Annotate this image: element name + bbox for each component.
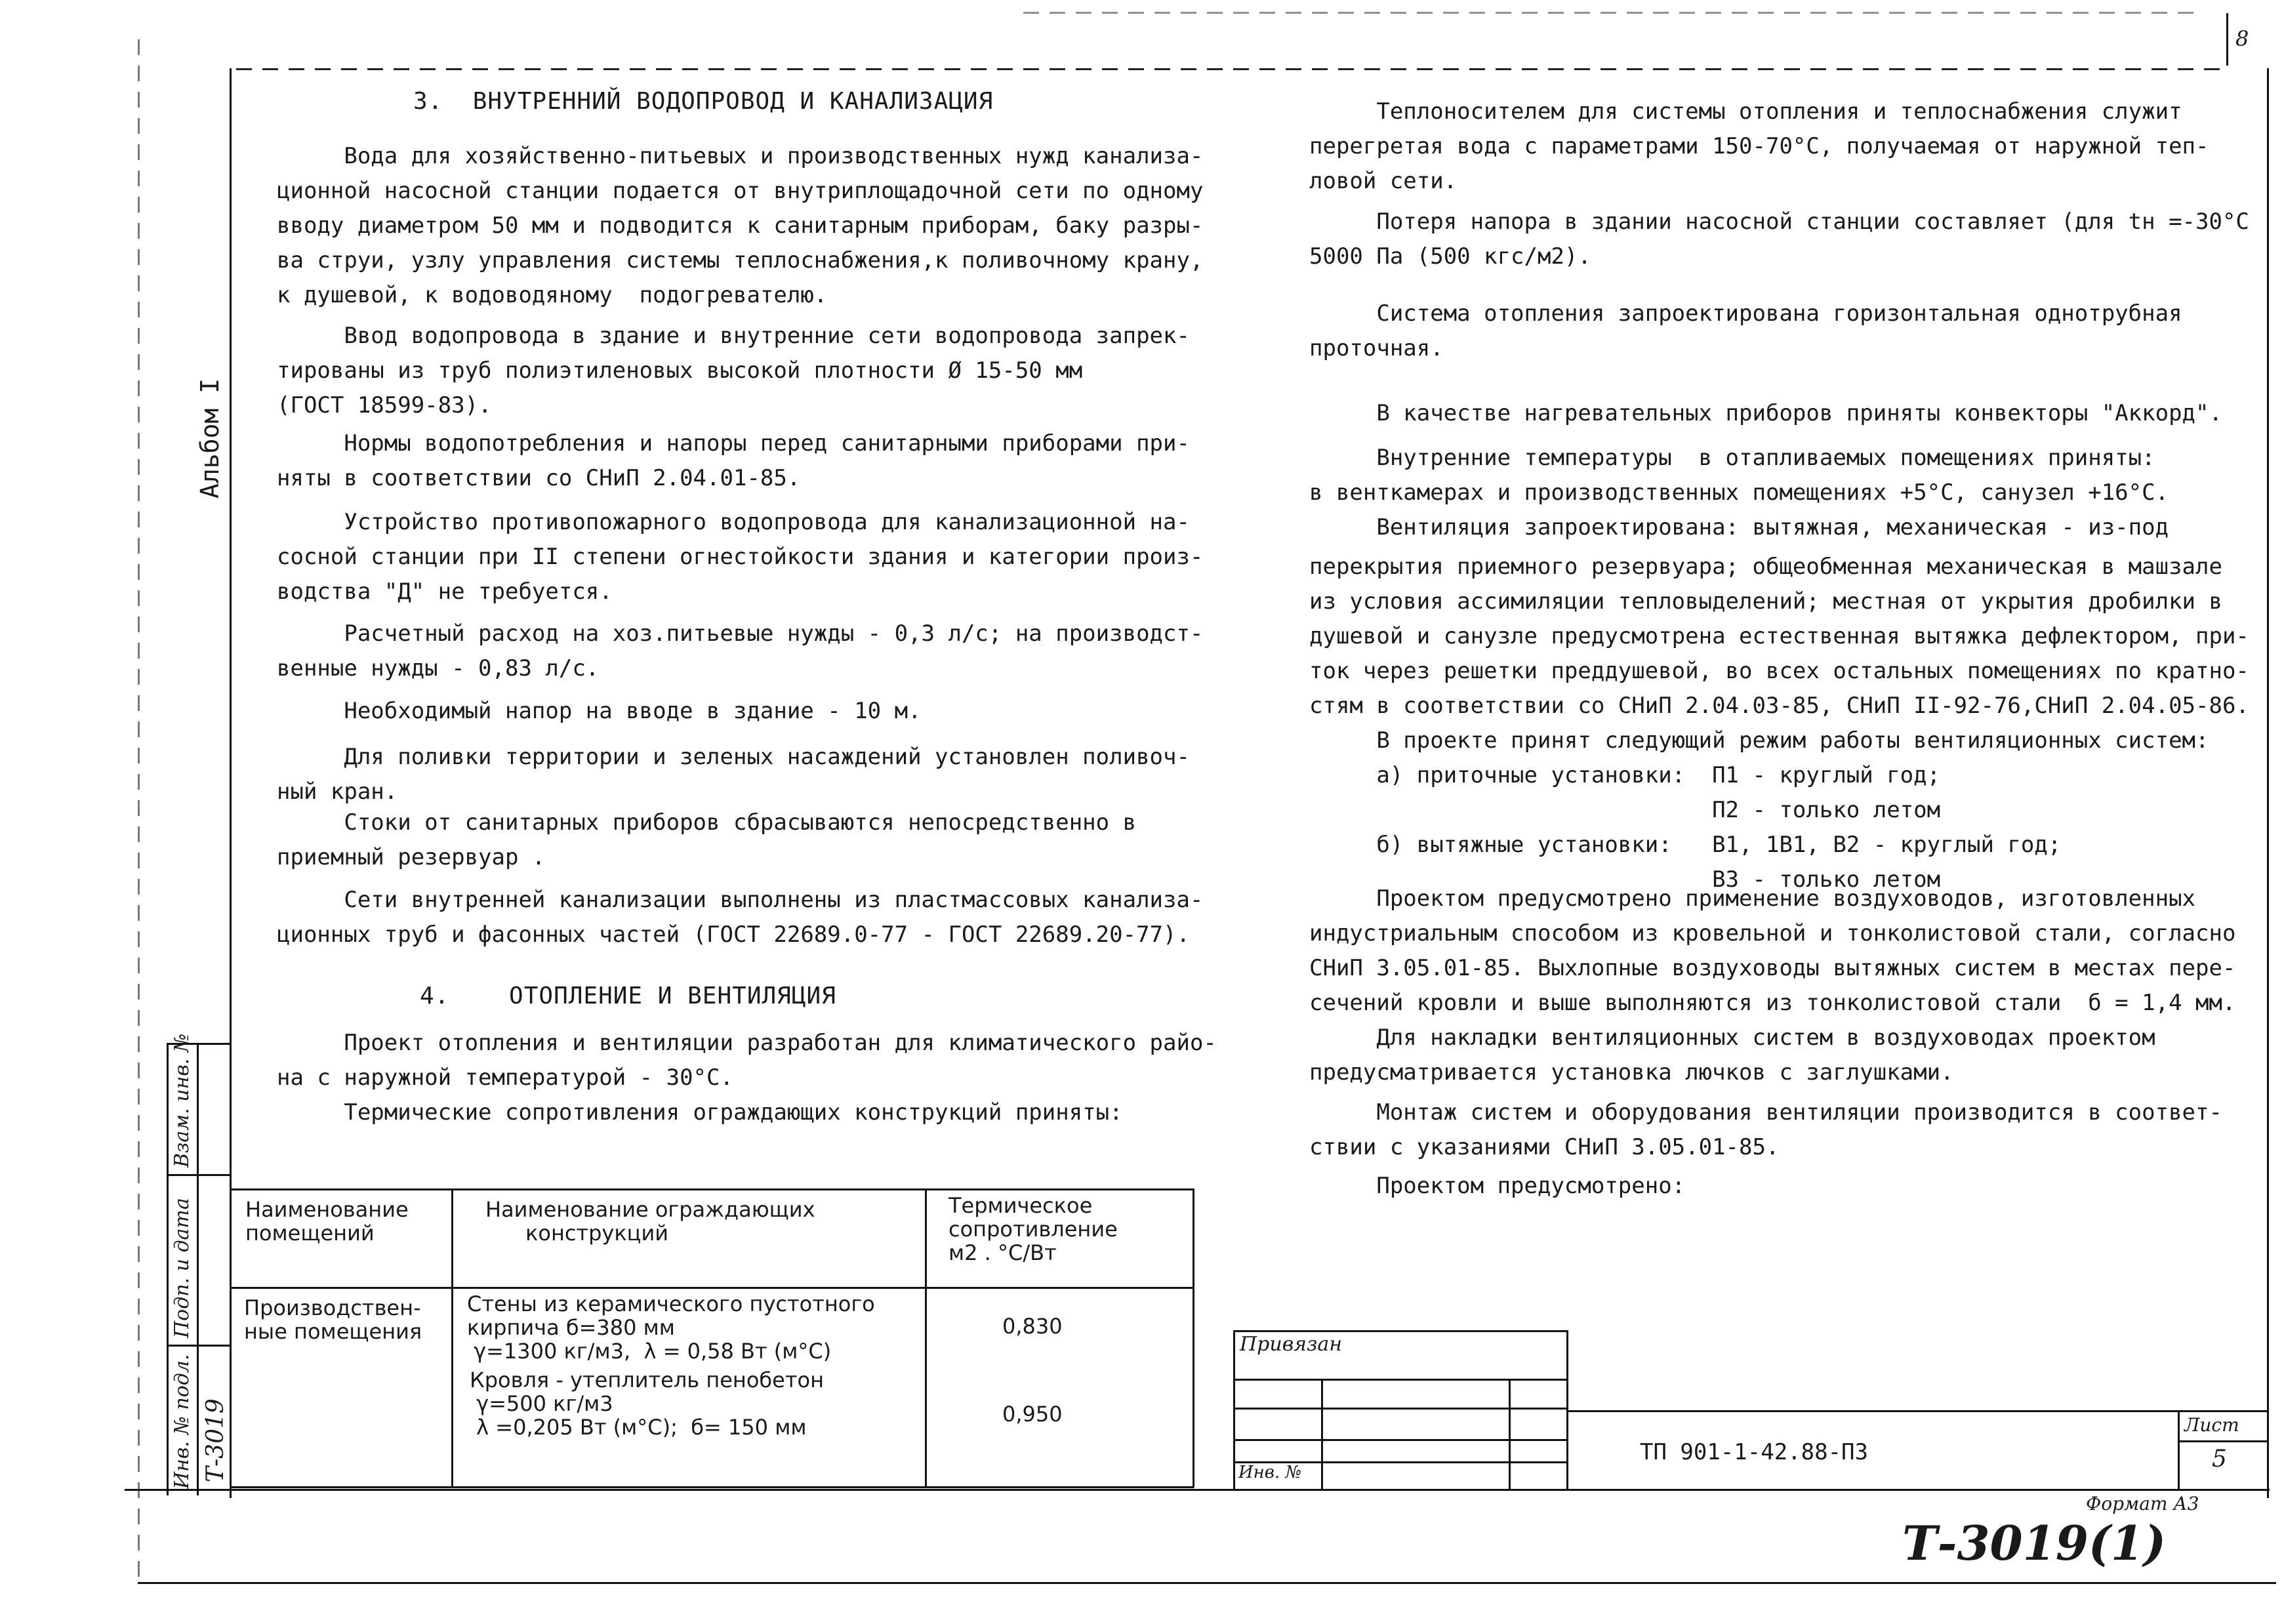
table-header-room: Наименование помещений — [245, 1197, 409, 1246]
s3-para-2: Ввод водопровода в здание и внутренние сети водопровода запрек- тированы из труб полиэтиленовых высокой плотности Ø 15-50 мм (ГОСТ 18599-83). — [277, 323, 1190, 418]
rc-para-9: Проектом предусмотрено: — [1309, 1173, 1686, 1199]
stamp-col-mid — [197, 1043, 199, 1495]
tb-v2 — [1509, 1379, 1511, 1490]
tb-row-3 — [1233, 1408, 1568, 1410]
tb-v1 — [1321, 1379, 1323, 1490]
rc-para-7: Проектом предусмотрено применение воздуховодов, изготовленных индустриальным способом из кровельной и тонколистовой стали, согласно СНиП 3.05.01-85. Выхлопные воздуховоды вытяжных систем в местах пере- сечений кровли и выше выполняются из тонколистовой стали б = 1,4 мм. Для накладки вентиляционных систем в воздуховодах проектом предусматривается установка лючков с заглушками. — [1309, 885, 2236, 1086]
archive-number: Т-3019(1) — [1902, 1515, 2167, 1571]
frame-bottom — [125, 1489, 2270, 1491]
s3-para-1: Вода для хозяйственно-питьевых и производственных нужд канализа- ционной насосной станции подается от внутриплощадочной сети по одному вводу диаметром 50 мм и подводится к санитарным приборам, баку разры- ва струи, узлу управления системы теплоснабжения,к поливочному крану, к душевой, к водоводяному подогревателю. — [277, 143, 1204, 308]
tb-top — [1233, 1330, 1568, 1332]
margin-line — [138, 39, 140, 1581]
s3-para-4: Устройство противопожарного водопровода для канализационной на- сосной станции при II степени огнестойкости здания и категории произ- водства "Д" не требуется. — [277, 509, 1204, 605]
section4-heading: 4. ОТОПЛЕНИЕ И ВЕНТИЛЯЦИЯ — [420, 983, 836, 1009]
table-row-roof: Кровля - утеплитель пенобетон γ=500 кг/м3 λ =0,205 Вт (м°С); б= 150 мм — [470, 1368, 824, 1440]
s3-para-9: Сети внутренней канализации выполнены из пластмассовых канализа- ционных труб и фасонных частей (ГОСТ 22689.0-77 - ГОСТ 22689.20-77). — [277, 887, 1204, 948]
tb-list-mid — [2178, 1440, 2267, 1442]
rc-para-8: Монтаж систем и оборудования вентиляции производится в соответ- ствии с указаниями СНиП 3.05.01-85. — [1309, 1099, 2222, 1160]
rc-para-4: В качестве нагревательных приборов приняты конвекторы "Аккорд". — [1309, 400, 2222, 426]
frame-top-extra — [1023, 12, 2204, 14]
table-top — [230, 1188, 1194, 1190]
album-label: Альбом I — [195, 378, 224, 498]
page-bottom-rule — [138, 1582, 2276, 1584]
tb-row-4 — [1233, 1439, 1568, 1441]
tb-left — [1233, 1330, 1235, 1490]
table-row-walls-value: 0,830 — [1002, 1314, 1063, 1339]
s3-para-3: Нормы водопотребления и напоры перед санитарными приборами при- няты в соответствии со СНиП 2.04.01-85. — [277, 430, 1190, 491]
table-col-1 — [451, 1188, 453, 1488]
table-header-bottom — [230, 1287, 1194, 1289]
stamp-inv-value: Т-3019 — [202, 1398, 229, 1482]
s3-para-8: Стоки от санитарных приборов сбрасываются непосредственно в приемный резервуар . — [277, 809, 1137, 870]
tb-list-no: 5 — [2212, 1446, 2227, 1472]
s4-intro: Проект отопления и вентиляции разработан для климатического райо- на с наружной температурой - 30°С. Термические сопротивления ограждающих конструкций приняты: — [277, 1030, 1217, 1126]
tb-inv-no: Инв. № — [1238, 1463, 1302, 1482]
frame-left — [230, 68, 232, 1498]
tb-row-2 — [1233, 1379, 1568, 1381]
rc-para-3: Система отопления запроектирована горизонтальная однотрубная проточная. — [1309, 300, 2182, 361]
table-col-2 — [925, 1188, 927, 1488]
stamp-inv-podl: Инв. № подл. — [171, 1354, 194, 1489]
stamp-row-3 — [167, 1345, 230, 1347]
tb-format: Формат А3 — [2086, 1493, 2199, 1514]
tb-list-left — [2178, 1410, 2180, 1490]
section3-heading: 3. ВНУТРЕННИЙ ВОДОПРОВОД И КАНАЛИЗАЦИЯ — [413, 88, 994, 115]
rc-para-5: Внутренние температуры в отапливаемых помещениях приняты: в венткамерах и производственных помещениях +5°С, санузел +16°С. Вентиляция запроектирована: вытяжная, механическая - из-под — [1309, 445, 2169, 540]
s3-para-5: Расчетный расход на хоз.питьевые нужды - 0,3 л/с; на производст- венные нужды - 0,83 л/с. — [277, 620, 1204, 681]
stamp-col-left — [167, 1043, 169, 1495]
frame-right — [2267, 68, 2269, 1498]
table-row-walls: Стены из керамического пустотного кирпича б=380 мм γ=1300 кг/м3, λ = 0,58 Вт (м°С) — [467, 1291, 875, 1364]
tb-right — [1566, 1330, 1568, 1490]
s3-para-6: Необходимый напор на вводе в здание - 10 м. — [277, 698, 922, 724]
table-header-resistance: Термическое сопротивление м2 . °С/Вт — [948, 1193, 1118, 1265]
rc-para-1: Теплоносителем для системы отопления и теплоснабжения служит перегретая вода с параметрами 150-70°С, получаемая от наружной теп- ловой сети. — [1309, 98, 2209, 194]
stamp-podp-data: Подп. и дата — [171, 1198, 194, 1338]
tb-main-top — [1568, 1410, 2267, 1412]
table-header-construction: Наименование ограждающих конструкций — [485, 1197, 815, 1246]
s3-para-7: Для поливки территории и зеленых насаждений установлен поливоч- ный кран. — [277, 744, 1190, 805]
table-row-room: Производствен- ные помещения — [244, 1295, 422, 1344]
tb-doc-code: ТП 901-1-42.88-ПЗ — [1640, 1439, 1868, 1465]
table-row-roof-value: 0,950 — [1002, 1402, 1063, 1427]
sheet-corner-number: 8 — [2235, 26, 2249, 51]
stamp-vzam-inv: Взам. инв. № — [171, 1033, 194, 1167]
frame-top — [236, 68, 2224, 70]
table-right — [1193, 1188, 1194, 1488]
corner-divider — [2226, 13, 2228, 66]
tb-list-label: Лист — [2184, 1414, 2239, 1436]
stamp-row-2 — [167, 1174, 230, 1176]
rc-para-2: Потеря напора в здании насосной станции составляет (для tн =-30°С 5000 Па (500 кгс/м2). — [1309, 209, 2249, 270]
tb-privyazan: Привязан — [1240, 1333, 1343, 1356]
rc-para-6: перекрытия приемного резервуара; общеобменная механическая в машзале из условия ассимиляции тепловыделений; местная от укрытия дробилки в душевой и санузле предусмотрена естественная вытяжка дефлектором, при- ток через решетки преддушевой, во всех остальных помещениях по кратно- стям в соответствии со СНиП 2.04.03-85, СНиП II-92-76,СНиП 2.04.05-86. В проекте принят следующий режим работы вентиляционных систем: а) приточные установки: П1 - круглый год; П2 - только летом б) вытяжные установки: В1, 1В1, В2 - круглый год; В3 - только летом — [1309, 554, 2249, 893]
table-bottom — [230, 1486, 1194, 1488]
